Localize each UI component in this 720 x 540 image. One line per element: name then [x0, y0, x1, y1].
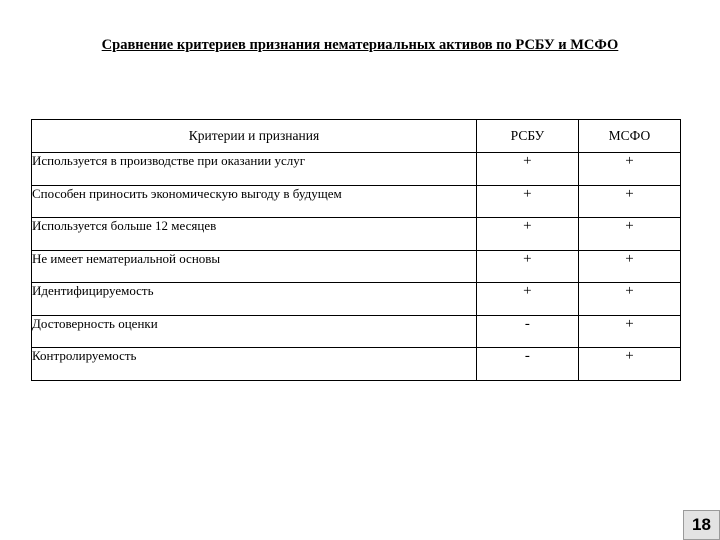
header-msfo: МСФО	[578, 120, 680, 153]
rsbu-value: +	[476, 283, 578, 316]
header-criteria: Критерии и признания	[32, 120, 477, 153]
table-row	[32, 250, 681, 283]
msfo-value: +	[578, 218, 680, 251]
msfo-value: +	[578, 315, 680, 348]
criterion-cell: Не имеет нематериальной основы	[32, 250, 477, 283]
table-row	[32, 218, 681, 251]
table-header-row	[32, 120, 681, 153]
msfo-value: +	[578, 283, 680, 316]
rsbu-value: +	[476, 250, 578, 283]
criterion-cell: Контролируемость	[32, 348, 477, 381]
msfo-value: +	[578, 348, 680, 381]
table-row	[32, 283, 681, 316]
rsbu-value: -	[476, 348, 578, 381]
rsbu-value: +	[476, 153, 578, 186]
table-row	[32, 185, 681, 218]
criterion-cell: Достоверность оценки	[32, 315, 477, 348]
table-row	[32, 153, 681, 186]
criterion-cell: Идентифицируемость	[32, 283, 477, 316]
criterion-cell: Используется больше 12 месяцев	[32, 218, 477, 251]
msfo-value: +	[578, 185, 680, 218]
rsbu-value: +	[476, 185, 578, 218]
page-number: 18	[683, 510, 720, 540]
criterion-cell: Способен приносить экономическую выгоду в будущем	[32, 185, 477, 218]
criterion-cell: Используется в производстве при оказании услуг	[32, 153, 477, 186]
header-rsbu: РСБУ	[476, 120, 578, 153]
rsbu-value: -	[476, 315, 578, 348]
comparison-table	[31, 119, 681, 381]
msfo-value: +	[578, 153, 680, 186]
table-row	[32, 315, 681, 348]
rsbu-value: +	[476, 218, 578, 251]
slide-title: Сравнение критериев признания нематериальных активов по РСБУ и МСФО	[101, 37, 619, 53]
msfo-value: +	[578, 250, 680, 283]
table-row	[32, 348, 681, 381]
